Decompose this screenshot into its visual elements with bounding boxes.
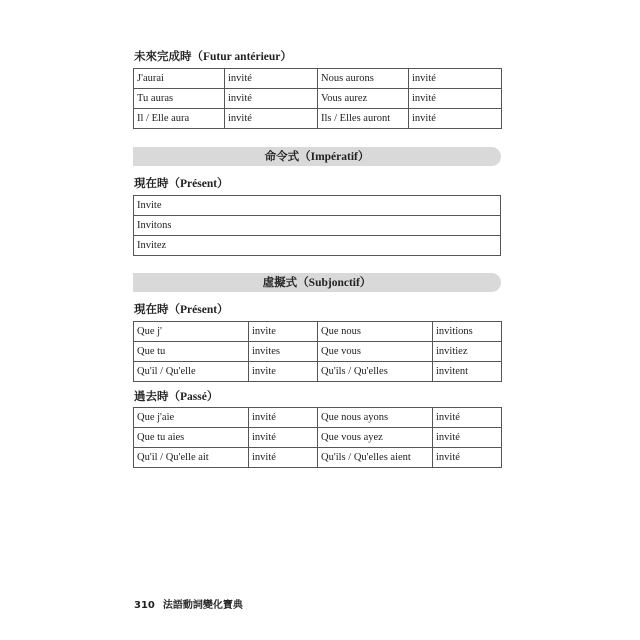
table-cell: Que nous [318,322,433,342]
heading-fr: （Présent） [168,304,229,316]
table-row [134,322,502,342]
page-number: 310 [134,600,155,611]
table-row [134,448,502,468]
table-cell: invite [249,362,318,382]
table-row [134,196,501,216]
table-cell: invité [433,408,502,428]
table-row [134,408,502,428]
futur-anterieur-table [133,68,502,129]
table-cell: Invitons [134,216,501,236]
section-title-zh: 命令式 [264,149,300,163]
table-cell: Que tu [134,342,249,362]
table-cell: invitent [433,362,502,382]
table-cell: Que tu aies [134,428,249,448]
table-row [134,109,502,129]
table-cell: invité [409,69,502,89]
section-title-zh: 虛擬式 [262,275,298,289]
table-cell: Qu'il / Qu'elle [134,362,249,382]
table-cell: invité [249,428,318,448]
subjonctif-present-heading [134,301,229,317]
table-cell: invité [433,428,502,448]
table-cell: invitiez [433,342,502,362]
table-cell: Qu'il / Qu'elle ait [134,448,249,468]
table-cell: Que vous [318,342,433,362]
table-cell: Que vous ayez [318,428,433,448]
table-row [134,362,502,382]
table-cell: Que nous ayons [318,408,433,428]
subjonctif-present-table [133,321,502,382]
heading-zh: 過去時 [134,389,169,403]
subjonctif-passe-heading [134,388,218,404]
table-cell: invité [433,448,502,468]
table-cell: invité [225,89,318,109]
subjonctif-passe-table [133,407,502,468]
table-row [134,216,501,236]
table-cell: Invite [134,196,501,216]
section-title-fr: （Subjonctif） [297,277,372,289]
table-cell: Invitez [134,236,501,256]
page-footer [134,596,243,611]
imperatif-section-bar [133,147,501,166]
heading-fr: （Présent） [168,178,229,190]
table-cell: Que j' [134,322,249,342]
table-row [134,89,502,109]
heading-zh: 現在時 [134,176,169,190]
table-row [134,342,502,362]
table-cell: invité [409,89,502,109]
book-title: 法語動詞變化寶典 [162,600,243,611]
table-cell: Ils / Elles auront [318,109,409,129]
heading-zh: 未來完成時 [134,49,192,63]
table-cell: Qu'ils / Qu'elles aient [318,448,433,468]
table-cell: invitions [433,322,502,342]
table-cell: invité [249,448,318,468]
table-cell: J'aurai [134,69,225,89]
heading-fr: （Passé） [168,391,219,403]
futur-anterieur-heading [134,48,292,64]
table-cell: Il / Elle aura [134,109,225,129]
heading-fr: （Futur antérieur） [191,51,292,63]
table-cell: Tu auras [134,89,225,109]
table-cell: Vous aurez [318,89,409,109]
table-row [134,428,502,448]
table-cell: invité [225,109,318,129]
imperatif-present-table [133,195,501,256]
table-cell: invites [249,342,318,362]
table-row [134,69,502,89]
table-cell: invité [249,408,318,428]
section-title-fr: （Impératif） [299,151,370,163]
table-cell: Que j'aie [134,408,249,428]
table-row [134,236,501,256]
imperatif-present-heading [134,175,229,191]
heading-zh: 現在時 [134,302,169,316]
subjonctif-section-bar [133,273,501,292]
table-cell: Qu'ils / Qu'elles [318,362,433,382]
table-cell: invité [409,109,502,129]
table-cell: invité [225,69,318,89]
table-cell: invite [249,322,318,342]
table-cell: Nous aurons [318,69,409,89]
